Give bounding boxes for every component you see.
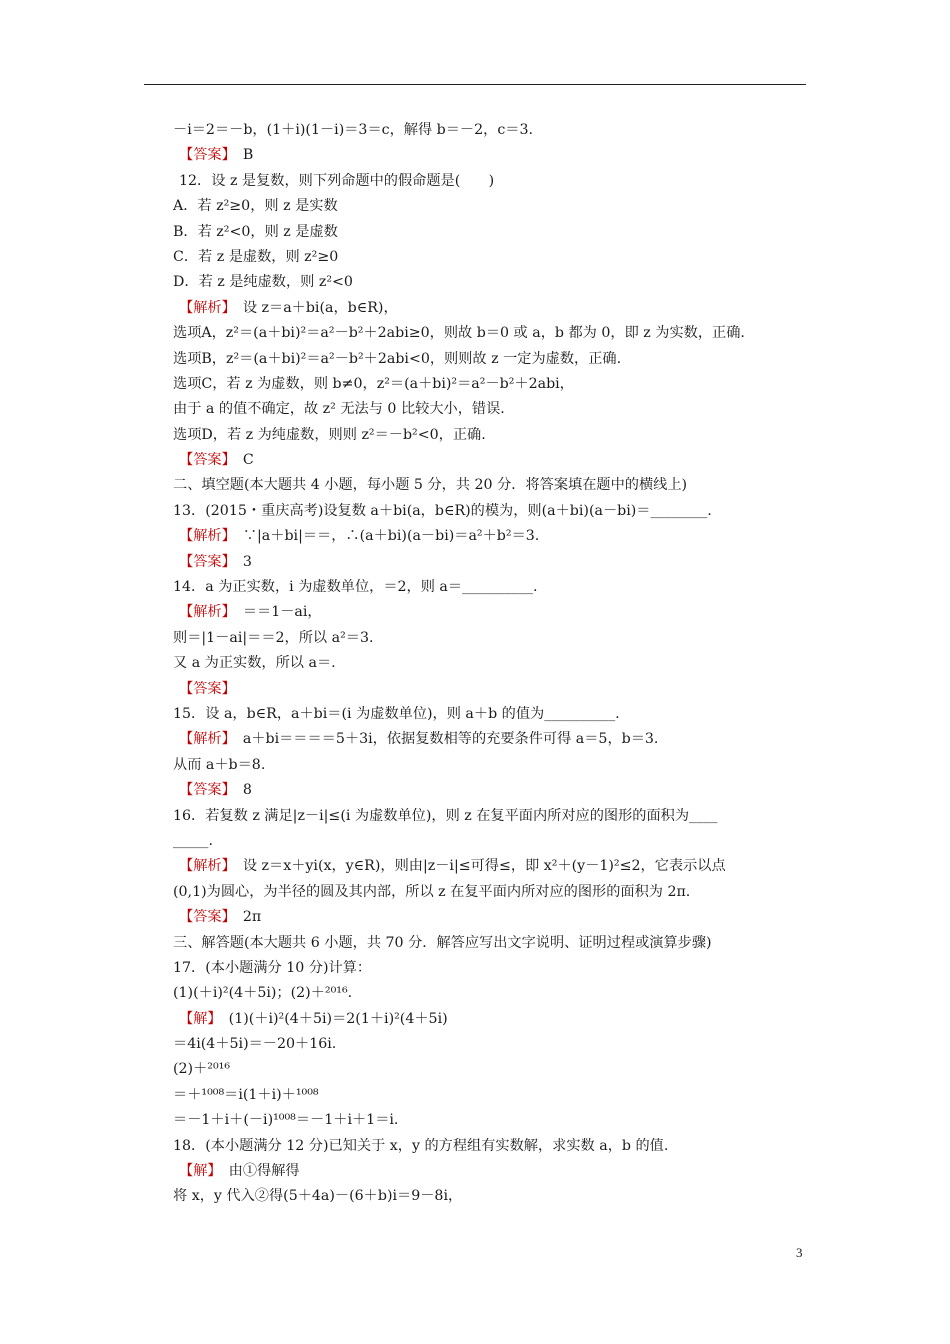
text-line [173, 1032, 813, 1057]
answer-tag: 【答案】 [179, 147, 229, 164]
line-text: (0,1)为圆心，为半径的圆及其内部，所以 z 在复平面内所对应的图形的面积为 2π. [173, 883, 691, 900]
line-text: 2π [228, 909, 262, 926]
text-line [173, 270, 813, 295]
answer-tag: 【答案】 [179, 452, 229, 469]
line-text: 12．设 z 是复数，则下列命题中的假命题是( ) [179, 172, 495, 189]
line-text: 三、解答题(本大题共 6 小题，共 70 分．解答应写出文字说明、证明过程或演算步骤) [173, 934, 712, 951]
line-text: 13．(2015・重庆高考)设复数 a＋bi(a，b∈R)的模为，则(a＋bi)(a－bi)＝________. [173, 502, 712, 519]
text-line [173, 905, 813, 930]
line-text: ＝＋¹⁰⁰⁸＝i(1＋i)＋¹⁰⁰⁸ [173, 1086, 319, 1103]
text-line [173, 677, 813, 702]
header-rule [144, 84, 806, 85]
line-text: 选项A，z²＝(a＋bi)²＝a²－b²＋2abi≥0，则故 b＝0 或 a，b 都为 0，即 z 为实数，正确. [173, 325, 745, 342]
line-text: 选项D，若 z 为纯虚数，则则 z²＝－b²<0，正确. [173, 426, 486, 443]
text-line [173, 296, 813, 321]
answer-tag: 【解】 [179, 1163, 215, 1180]
text-line [173, 423, 813, 448]
text-line [173, 1184, 813, 1209]
answer-tag: 【解析】 [179, 731, 229, 748]
text-line [173, 600, 813, 625]
line-text: 18．(本小题满分 12 分)已知关于 x，y 的方程组有实数解，求实数 a，b 的值. [173, 1137, 669, 1154]
text-line [173, 575, 813, 600]
text-line [173, 473, 813, 498]
text-line [173, 220, 813, 245]
answer-tag: 【解】 [179, 1010, 215, 1027]
text-line [173, 651, 813, 676]
line-text: ∵|a＋bi|＝＝，∴(a＋bi)(a－bi)＝a²＋b²＝3. [228, 528, 540, 545]
text-line [173, 245, 813, 270]
line-text: C．若 z 是虚数，则 z²≥0 [173, 248, 339, 265]
text-line [173, 397, 813, 422]
line-text: (1)(＋i)²(4＋5i)；(2)＋²⁰¹⁶. [173, 985, 353, 1002]
text-line [173, 1108, 813, 1133]
text-line [173, 727, 813, 752]
text-line [173, 854, 813, 879]
line-text: A．若 z²≥0，则 z 是实数 [173, 198, 338, 215]
text-line [173, 804, 813, 829]
line-text: 则＝|1－ai|＝＝2，所以 a²＝3. [173, 629, 374, 646]
text-line [173, 956, 813, 981]
line-text: ＝－1＋i＋(－i)¹⁰⁰⁸＝－1＋i＋1＝i. [173, 1112, 399, 1129]
line-text: 二、填空题(本大题共 4 小题，每小题 5 分，共 20 分．将答案填在题中的横线上) [173, 477, 688, 494]
text-line [173, 931, 813, 956]
text-line [173, 1057, 813, 1082]
text-line [173, 753, 813, 778]
line-text: (2)＋²⁰¹⁶ [173, 1061, 231, 1078]
text-line [173, 1007, 813, 1032]
answer-tag: 【解析】 [179, 299, 229, 316]
line-text: 选项B，z²＝(a＋bi)²＝a²－b²＋2abi<0，则则故 z 一定为虚数，正确. [173, 350, 622, 367]
line-text: 8 [228, 782, 252, 799]
text-line [173, 524, 813, 549]
line-text: 由①得解得 [214, 1163, 300, 1180]
text-line [173, 143, 813, 168]
text-line [173, 448, 813, 473]
answer-tag: 【答案】 [179, 782, 229, 799]
text-line [173, 347, 813, 372]
line-text: 14．a 为正实数，i 为虚数单位，＝2，则 a＝__________. [173, 579, 538, 596]
line-text: ＝4i(4＋5i)＝－20＋16i. [173, 1036, 337, 1053]
text-line [173, 1083, 813, 1108]
answer-tag: 【解析】 [179, 604, 229, 621]
line-text: B．若 z²<0，则 z 是虚数 [173, 223, 338, 240]
line-text: 15．设 a，b∈R，a＋bi＝(i 为虚数单位)，则 a＋b 的值为__________. [173, 705, 620, 722]
answer-tag: 【答案】 [179, 909, 229, 926]
answer-tag: 【解析】 [179, 528, 229, 545]
document-body [173, 118, 813, 1210]
text-line [173, 1134, 813, 1159]
line-text: 选项C，若 z 为虚数，则 b≠0，z²＝(a＋bi)²＝a²－b²＋2abi， [173, 375, 574, 392]
line-text: 由于 a 的值不确定，故 z² 无法与 0 比较大小，错误. [173, 401, 505, 418]
text-line [173, 829, 813, 854]
text-line [173, 321, 813, 346]
line-text: 从而 a＋b＝8. [173, 756, 266, 773]
line-text: 17．(本小题满分 10 分)计算： [173, 959, 372, 976]
line-text: －i＝2＝－b，(1＋i)(1－i)＝3＝c，解得 b＝－2，c＝3. [173, 122, 533, 138]
page-number: 3 [796, 1245, 803, 1260]
line-text: 又 a 为正实数，所以 a＝. [173, 655, 336, 672]
text-line [173, 550, 813, 575]
text-line [173, 880, 813, 905]
line-text: 设 z＝x＋yi(x，y∈R)，则由|z－i|≤可得≤，即 x²＋(y－1)²≤2，它表示以点 [228, 858, 726, 875]
line-text: C [228, 452, 254, 469]
text-line [173, 626, 813, 651]
answer-tag: 【解析】 [179, 858, 229, 875]
text-line [173, 981, 813, 1006]
line-text: a＋bi＝＝＝＝5＋3i，依据复数相等的充要条件可得 a＝5，b＝3. [228, 731, 659, 748]
text-line [173, 169, 813, 194]
text-line [173, 702, 813, 727]
line-text: (1)(＋i)²(4＋5i)＝2(1＋i)²(4＋5i) [214, 1010, 448, 1027]
line-text: B [228, 147, 254, 164]
line-text: ＝＝1－ai， [228, 604, 322, 621]
line-text: _____. [173, 832, 213, 849]
text-line [173, 1159, 813, 1184]
line-text: 将 x，y 代入②得(5＋4a)－(6＋b)i＝9－8i， [173, 1188, 463, 1205]
text-line [173, 499, 813, 524]
answer-tag: 【答案】 [179, 680, 236, 697]
text-line [173, 194, 813, 219]
answer-tag: 【答案】 [179, 553, 229, 570]
line-text: D．若 z 是纯虚数，则 z²<0 [173, 274, 353, 291]
text-line [173, 372, 813, 397]
line-text: 设 z＝a＋bi(a，b∈R)， [228, 299, 398, 316]
text-line [173, 778, 813, 803]
line-text: 16．若复数 z 满足|z－i|≤(i 为虚数单位)，则 z 在复平面内所对应的图形的面积为____ [173, 807, 718, 824]
line-text: 3 [228, 553, 252, 570]
text-line [173, 118, 813, 143]
